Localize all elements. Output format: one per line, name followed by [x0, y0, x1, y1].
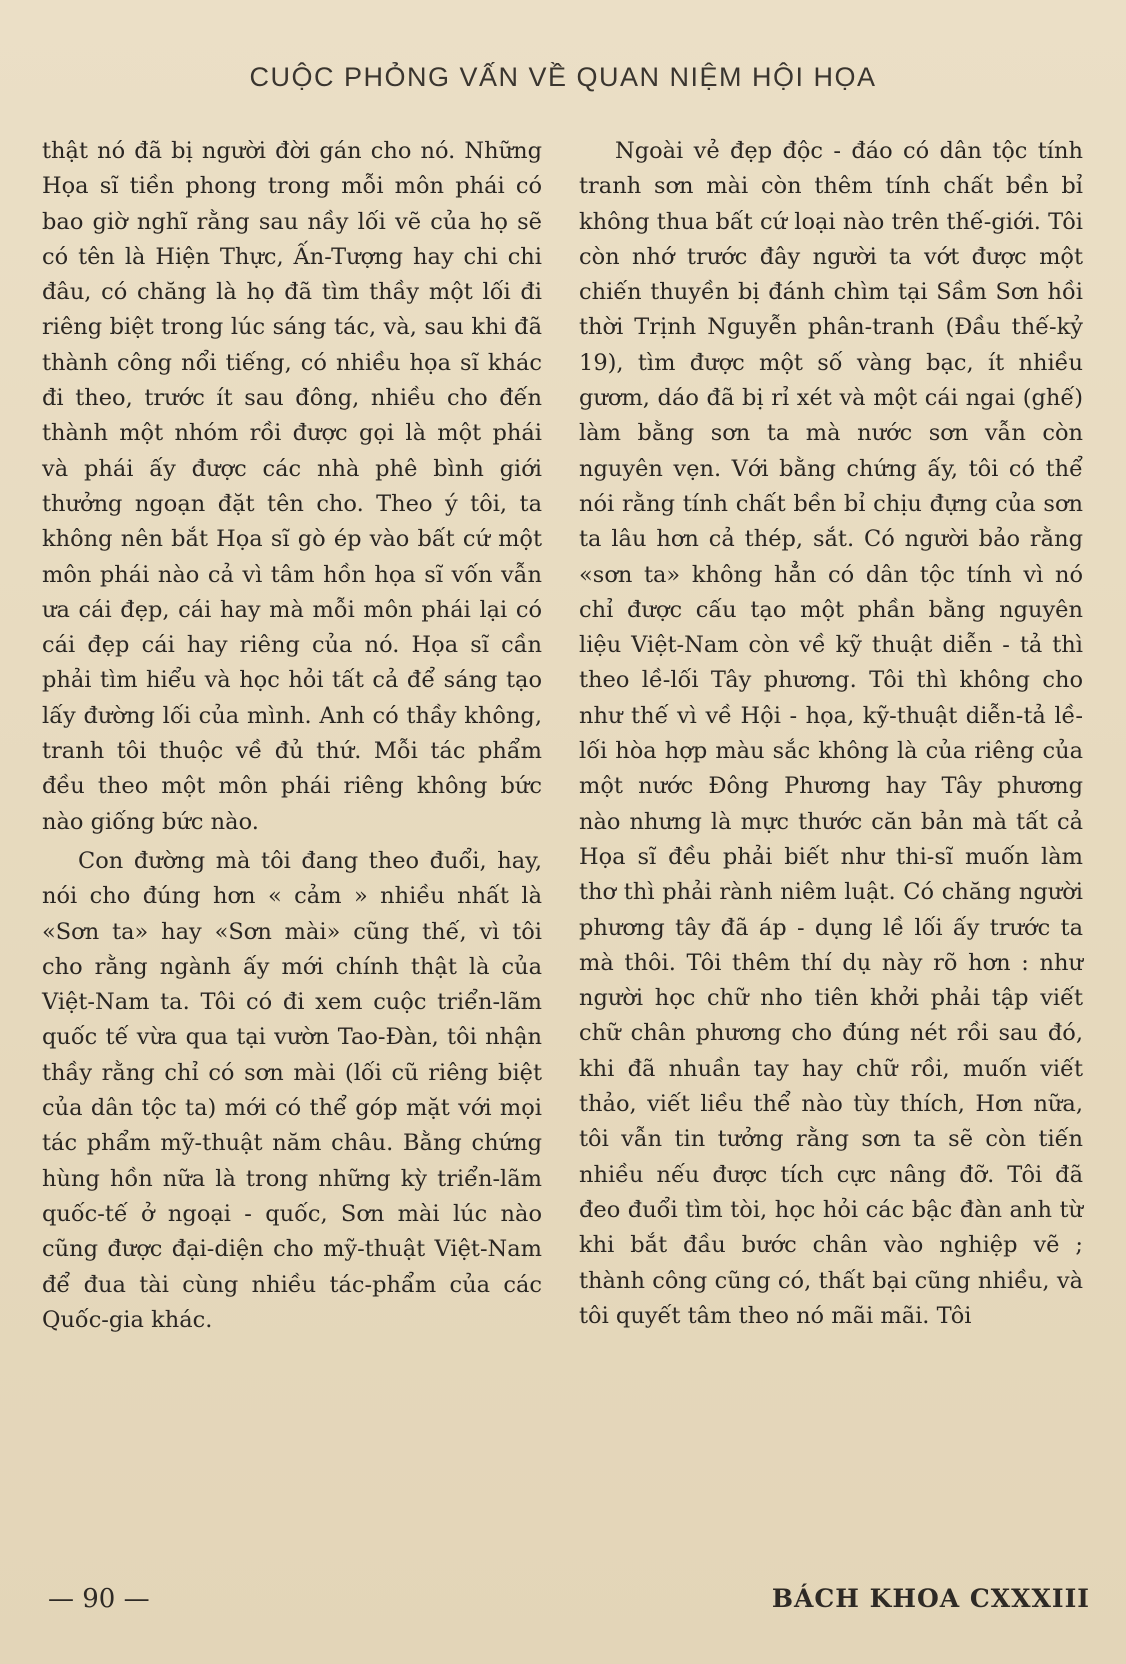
journal-issue: BÁCH KHOA CXXXIII [771, 1584, 1090, 1613]
left-column [42, 134, 550, 1338]
right-column [579, 134, 1091, 1334]
left-paragraph-1: thật nó đã bị người đời gán cho nó. Những Họa sĩ tiền phong trong mỗi môn phái có bao giờ nghĩ rằng sau nầy lối vẽ của họ sẽ có tên là Hiện Thực, Ấn-Tượng hay chi chi đâu, có chăng là họ đã tìm thầy một lối đi riêng biệt trong lúc sáng tác, và, sau khi đã thành công nổi tiếng, có nhiều họa sĩ khác đi theo, trước ít sau đông, nhiều cho đến thành một nhóm rồi được gọi là một phái và phái ấy được các nhà phê bình giới thưởng ngoạn đặt tên cho. Theo ý tôi, ta không nên bắt Họa sĩ gò ép vào bất cứ một môn phái nào cả vì tâm hồn họa sĩ vốn vẫn ưa cái đẹp, cái hay mà mỗi môn phái lại có cái đẹp cái hay riêng của nó. Họa sĩ cần phải tìm hiểu và học hỏi tất cả để sáng tạo lấy đường lối của mình. Anh có thầy không, tranh tôi thuộc về đủ thứ. Mỗi tác phẩm đều theo một môn phái riêng không bức nào giống bức nào. [42, 138, 550, 835]
running-title: CUỘC PHỎNG VẤN VỀ QUAN NIỆM HỘI HỌA [249, 62, 877, 92]
left-paragraph-2: Con đường mà tôi đang theo đuổi, hay, nói cho đúng hơn « cảm » nhiều nhất là «Sơn ta» hay «Sơn mài» cũng thế, vì tôi cho rằng ngành ấy mới chính thật là của Việt-Nam ta. Tôi có đi xem cuộc triển-lãm quốc tế vừa qua tại vườn Tao-Đàn, tôi nhận thầy rằng chỉ có sơn mài (lối cũ riêng biệt của dân tộc ta) mới có thể góp mặt với mọi tác phẩm mỹ-thuật năm châu. Bằng chứng hùng hồn nữa là trong những kỳ triển-lãm quốc-tế ở ngoại - quốc, Sơn mài lúc nào cũng được đại-diện cho mỹ-thuật Việt-Nam để đua tài cùng nhiều tác-phẩm của các Quốc-gia khác. [42, 847, 550, 1333]
right-paragraph-1: Ngoài vẻ đẹp độc - đáo có dân tộc tính tranh sơn mài còn thêm tính chất bền bỉ không thua bất cứ loại nào trên thế-giới. Tôi còn nhớ trước đây người ta vớt được một chiến thuyền bị đánh chìm tại Sầm Sơn hồi thời Trịnh Nguyễn phân-tranh (Đầu thế-kỷ 19), tìm được một số vàng bạc, ít nhiều gươm, dáo đã bị rỉ xét và một cái ngai (ghế) làm bằng sơn ta mà nước sơn vẫn còn nguyên vẹn. Với bằng chứng ấy, tôi có thể nói rằng tính chất bền bỉ chịu đựng của sơn ta lâu hơn cả thép, sắt. Có người bảo rằng «sơn ta» không hẳn có dân tộc tính vì nó chỉ được cấu tạo một phần bằng nguyên liệu Việt-Nam còn về kỹ thuật diễn - tả thì theo lề-lối Tây phương. Tôi thì không cho như thế vì về Hội - họa, kỹ-thuật diễn-tả lề-lối hòa hợp màu sắc không là của riêng của một nước Đông Phương hay Tây phương nào nhưng là mực thước căn bản mà tất cả Họa sĩ đều phải biết như thi-sĩ muốn làm thơ thì phải rành niêm luật. Có chăng người phương tây đã áp - dụng lề lối ấy trước ta mà thôi. Tôi thêm thí dụ này rõ hơn : như người học chữ nho tiên khởi phải tập viết chữ chân phương cho đúng nét rồi sau đó, khi đã nhuần tay hay chữ rồi, muốn viết thảo, viết liều thể nào tùy thích, Hơn nữa, tôi vẫn tin tưởng rằng sơn ta sẽ còn tiến nhiều nếu được tích cực nâng đỡ. Tôi đã đeo đuổi tìm tòi, học hỏi các bậc đàn anh từ khi bắt đầu bước chân vào nghiệp vẽ ; thành công cũng có, thất bại cũng nhiều, và tôi quyết tâm theo nó mãi mãi. Tôi [579, 138, 1091, 1329]
page-number: — 90 — [48, 1584, 150, 1614]
